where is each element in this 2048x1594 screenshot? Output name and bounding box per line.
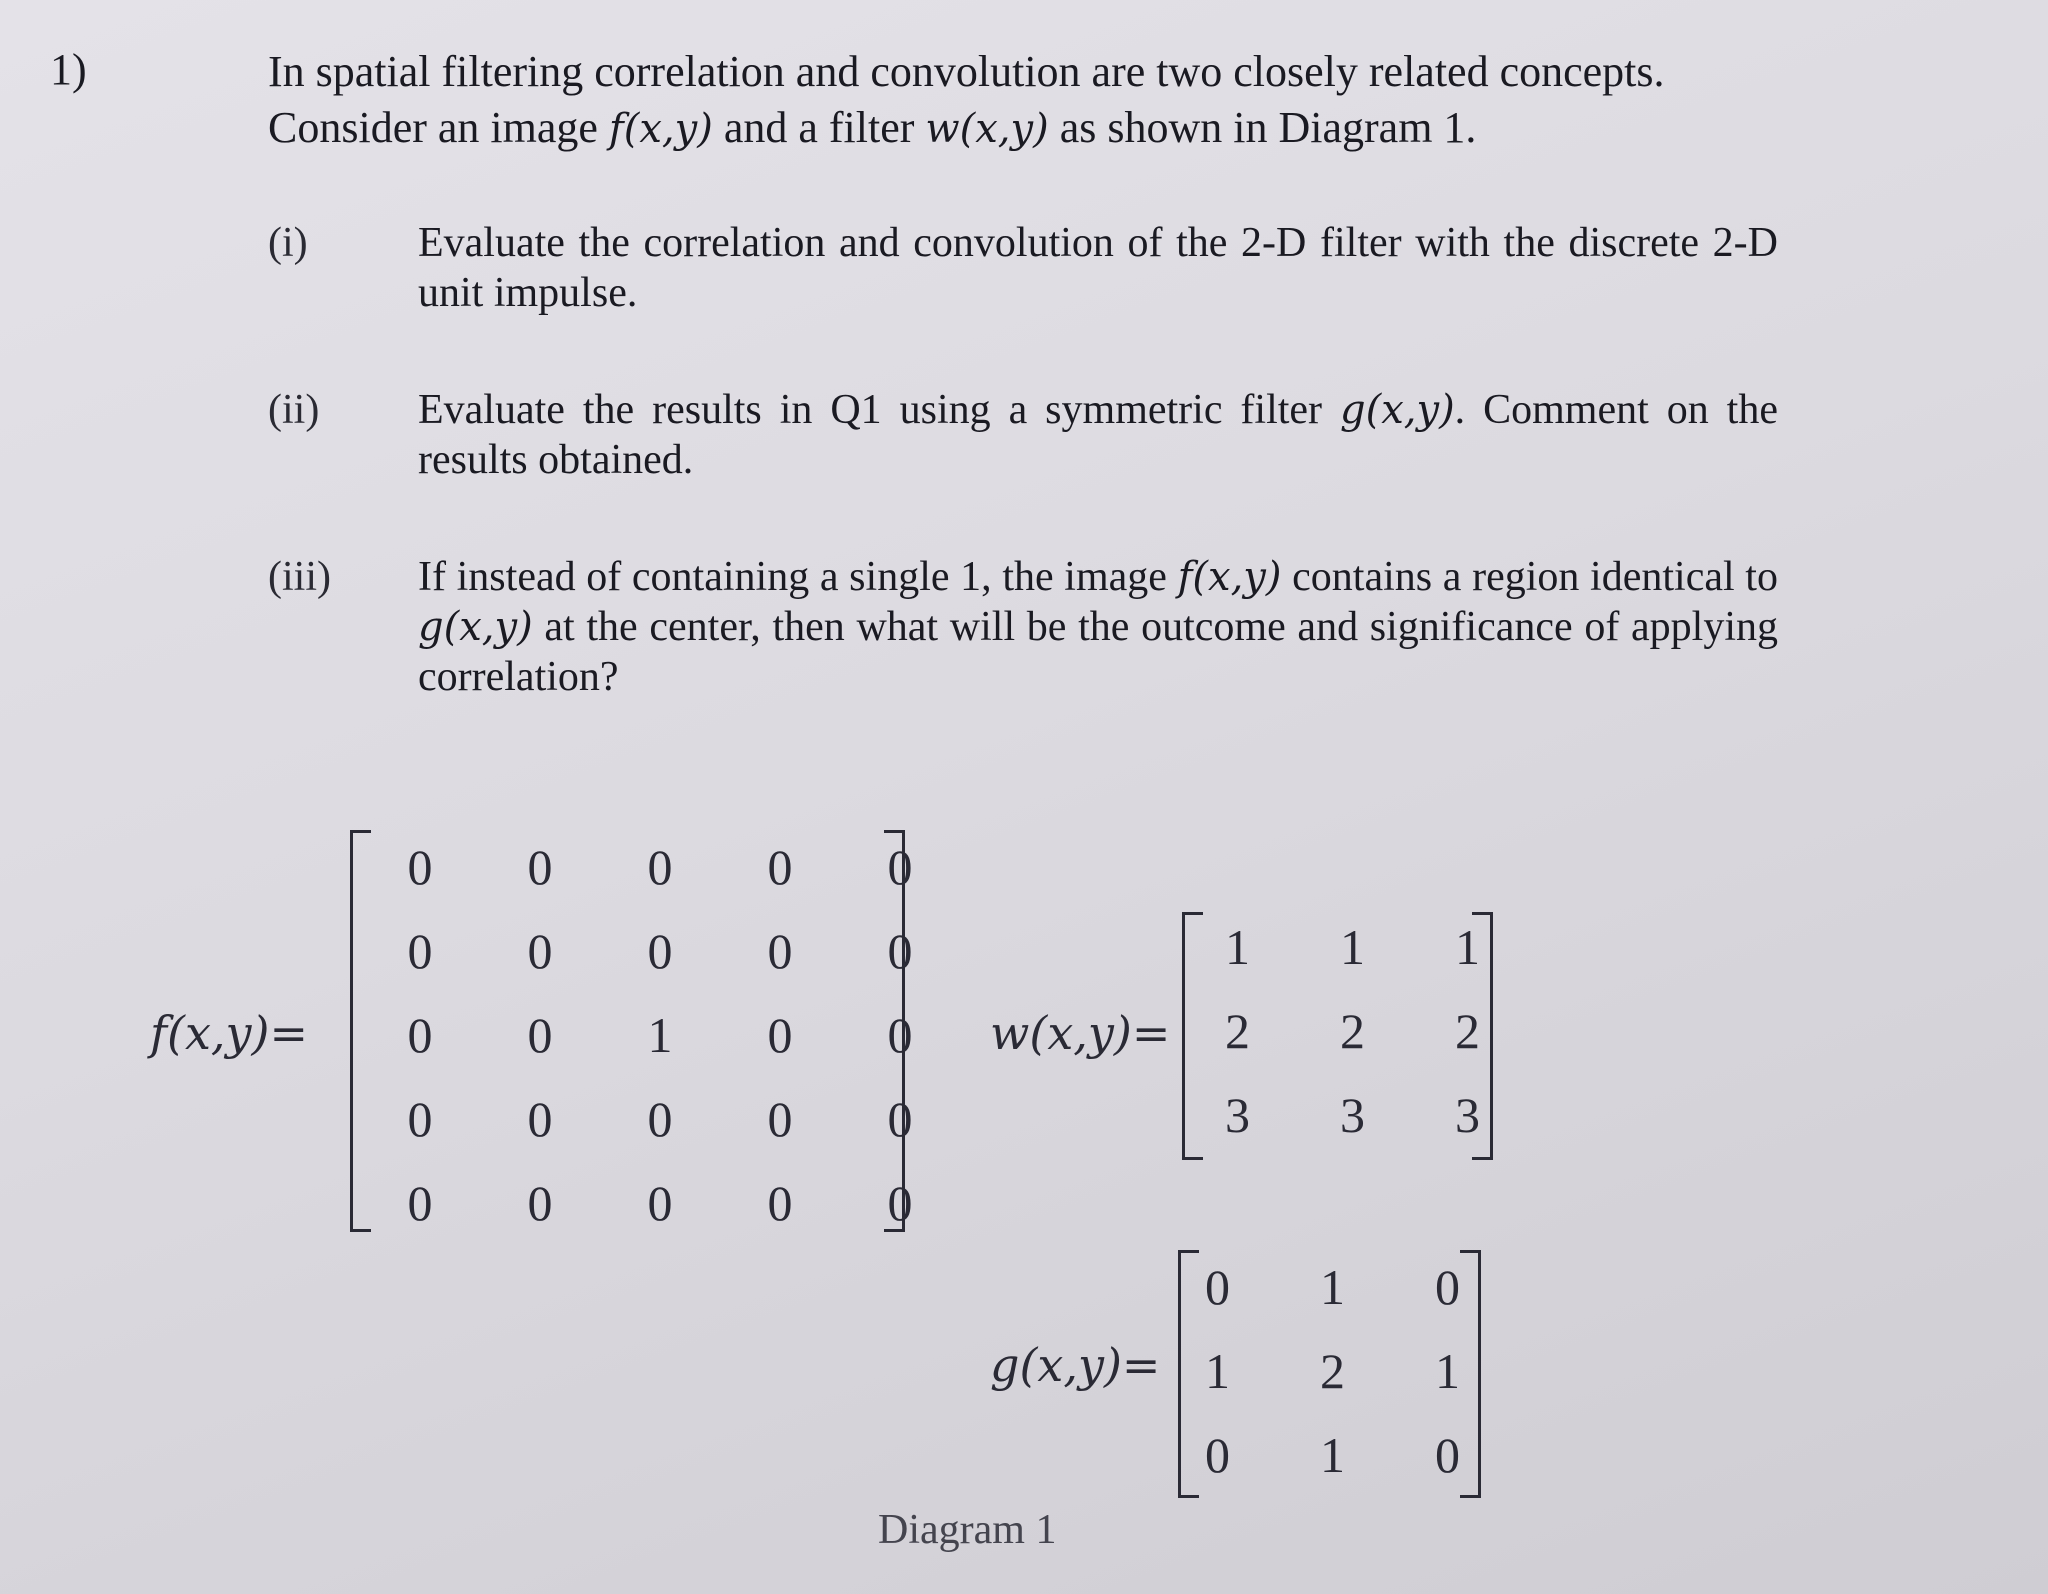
f-matrix-cell: 0	[767, 923, 793, 979]
f-matrix-cell: 0	[527, 923, 553, 979]
f-matrix-cell: 0	[647, 1091, 673, 1147]
g-matrix-label: g(x,y)=	[990, 1338, 1161, 1392]
f-matrix-right-bracket	[884, 830, 905, 1232]
f-matrix-cell: 0	[527, 1175, 553, 1231]
sub-question-text: Evaluate the correlation and convolution of the 2-D filter with the discrete 2-D unit impulse.	[418, 220, 1778, 316]
image-function: f(x,y)	[608, 106, 713, 152]
w-matrix-cell: 1	[1455, 919, 1480, 975]
text-segment: Evaluate the results in Q1 using a symmetric filter	[418, 387, 1340, 433]
f-matrix-cell: 0	[647, 1175, 673, 1231]
w-matrix-cell: 2	[1340, 1003, 1365, 1059]
f-matrix-cell: 0	[527, 1007, 553, 1063]
question-number: 1)	[50, 45, 87, 94]
f-matrix-cell: 0	[407, 839, 433, 895]
f-matrix-cell: 1	[647, 1007, 673, 1063]
g-matrix	[1160, 1259, 1505, 1514]
f-matrix-cell: 0	[767, 1007, 793, 1063]
f-matrix-cell: 0	[887, 1091, 913, 1147]
g-matrix-cell: 1	[1205, 1343, 1230, 1399]
f-matrix-cell: 0	[407, 1175, 433, 1231]
text-segment: contains a region identical to	[1281, 554, 1778, 600]
f-matrix-cell: 0	[887, 1007, 913, 1063]
w-matrix-cell: 3	[1340, 1087, 1365, 1143]
f-matrix-cell: 0	[407, 923, 433, 979]
g-matrix-cell: 1	[1320, 1427, 1345, 1483]
math-expression: g(x,y)	[418, 604, 533, 650]
filter-function: w(x,y)	[925, 106, 1049, 152]
sub-question-text	[418, 552, 1778, 702]
intro-line-2	[268, 100, 1788, 157]
w-matrix-cell: 2	[1225, 1003, 1250, 1059]
f-matrix-label: f(x,y)=	[150, 1006, 309, 1060]
w-matrix-cell: 2	[1455, 1003, 1480, 1059]
w-matrix-label: w(x,y)=	[990, 1006, 1171, 1060]
f-matrix-cell: 0	[767, 839, 793, 895]
g-matrix-cell: 1	[1320, 1259, 1345, 1315]
g-matrix-cell: 0	[1435, 1259, 1460, 1315]
math-expression: g(x,y)	[1339, 387, 1455, 433]
w-matrix-cell: 1	[1225, 919, 1250, 975]
text-segment: at the center, then what will be the outcome and significance of applying correlation?	[418, 604, 1778, 700]
text-segment: If instead of containing a single 1, the image	[418, 554, 1178, 600]
f-matrix-cell: 0	[407, 1091, 433, 1147]
f-matrix-cell: 0	[527, 1091, 553, 1147]
f-matrix-cell: 0	[647, 923, 673, 979]
g-matrix-right-bracket	[1460, 1250, 1481, 1498]
g-matrix-cell: 2	[1320, 1343, 1345, 1399]
f-matrix-cell: 0	[647, 839, 673, 895]
f-matrix-cell: 0	[887, 839, 913, 895]
sub-question-label: (i)	[268, 220, 308, 266]
math-expression: f(x,y)	[1177, 554, 1282, 600]
f-matrix-cell: 0	[887, 923, 913, 979]
f-matrix-cell: 0	[887, 1175, 913, 1231]
f-matrix	[360, 839, 960, 1262]
question-intro	[268, 44, 1788, 157]
diagram-caption: Diagram 1	[878, 1507, 1057, 1553]
intro-text-c: as shown in Diagram 1.	[1048, 103, 1477, 152]
w-matrix-cell: 3	[1225, 1087, 1250, 1143]
intro-text-b: and a filter	[712, 103, 926, 152]
w-matrix-right-bracket	[1472, 912, 1493, 1160]
f-matrix-cell: 0	[527, 839, 553, 895]
intro-line-1: In spatial filtering correlation and convolution are two closely related concepts.	[268, 47, 1665, 96]
g-matrix-cell: 0	[1205, 1259, 1230, 1315]
f-matrix-cell: 0	[767, 1091, 793, 1147]
sub-question-text	[418, 385, 1778, 485]
f-matrix-cell: 0	[767, 1175, 793, 1231]
f-matrix-cell: 0	[407, 1007, 433, 1063]
g-matrix-cell: 0	[1435, 1427, 1460, 1483]
g-matrix-cell: 0	[1205, 1427, 1230, 1483]
sub-question-label: (iii)	[268, 554, 331, 600]
intro-text-a: Consider an image	[268, 103, 609, 152]
sub-question-label: (ii)	[268, 387, 320, 433]
text-segment: . Comment on the results obtained.	[418, 387, 1778, 483]
g-matrix-cell: 1	[1435, 1343, 1460, 1399]
w-matrix-cell: 3	[1455, 1087, 1480, 1143]
w-matrix-cell: 1	[1340, 919, 1365, 975]
